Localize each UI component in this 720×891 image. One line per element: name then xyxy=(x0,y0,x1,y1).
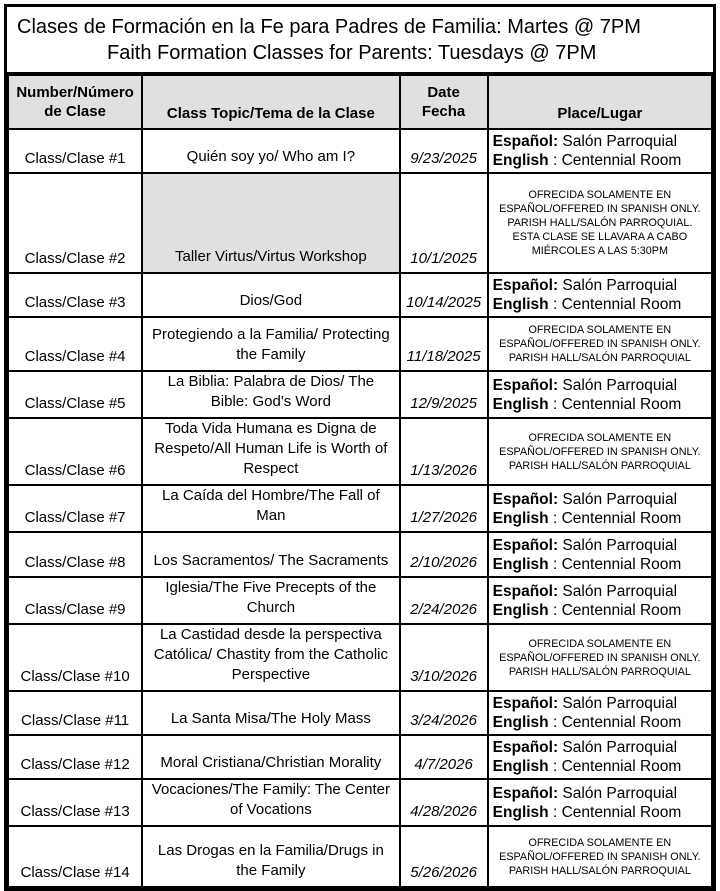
language-label: Español: xyxy=(492,536,559,554)
class-row xyxy=(8,371,712,418)
title-english: Faith Formation Classes for Parents: Tuesdays @ 7PM xyxy=(107,42,597,64)
room-name: Salón Parroquial xyxy=(558,376,678,394)
class-row xyxy=(8,129,712,173)
class-date: 2/10/2026 xyxy=(400,532,488,577)
class-row xyxy=(8,173,712,273)
language-label: Español: xyxy=(492,376,559,394)
schedule-table xyxy=(7,74,713,888)
room-name: : Centennial Room xyxy=(548,555,682,573)
class-topic: Quién soy yo/ Who am I? xyxy=(142,129,399,173)
place-line xyxy=(493,490,709,509)
class-number: Class/Clase #13 xyxy=(8,779,142,826)
class-date: 1/13/2026 xyxy=(400,418,488,485)
room-name: Salón Parroquial xyxy=(558,133,678,150)
language-label: English xyxy=(492,758,549,775)
room-name: Salón Parroquial xyxy=(558,536,678,554)
language-label: English xyxy=(492,803,549,821)
language-label: Español: xyxy=(492,133,559,150)
class-number: Class/Clase #1 xyxy=(8,129,142,173)
place-line xyxy=(493,713,709,732)
class-place xyxy=(488,371,712,418)
class-date: 3/10/2026 xyxy=(400,624,488,691)
class-number: Class/Clase #6 xyxy=(8,418,142,485)
place-line xyxy=(493,395,709,414)
class-row xyxy=(8,735,712,779)
room-name: : Centennial Room xyxy=(548,152,682,169)
place-line xyxy=(493,694,709,713)
class-place xyxy=(488,624,712,691)
room-name: Salón Parroquial xyxy=(558,739,678,756)
place-line xyxy=(493,151,709,170)
class-topic: Moral Cristiana/Christian Morality xyxy=(142,735,399,779)
room-name: : Centennial Room xyxy=(548,714,682,731)
class-row xyxy=(8,826,712,887)
place-line xyxy=(493,509,709,528)
class-topic: La Castidad desde la perspectiva Católica/ Chastity from the Catholic Perspective xyxy=(142,624,399,691)
header-number-line1: Number/Número xyxy=(16,84,134,101)
title-spanish: Clases de Formación en la Fe para Padres de Familia: Martes @ 7PM xyxy=(17,16,641,38)
language-label: English xyxy=(492,296,549,313)
class-number: Class/Clase #7 xyxy=(8,485,142,532)
header-place: Place/Lugar xyxy=(488,75,712,129)
place-line xyxy=(493,601,709,620)
place-line xyxy=(493,295,709,314)
class-date: 4/7/2026 xyxy=(400,735,488,779)
room-name: Salón Parroquial xyxy=(558,695,678,712)
class-place xyxy=(488,577,712,624)
place-line xyxy=(493,582,709,601)
spanish-only-note: OFRECIDA SOLAMENTE EN ESPAÑOL/OFFERED IN SPANISH ONLY. PARISH HALL/SALÓN PARROQUIAL xyxy=(499,637,701,678)
place-line xyxy=(493,536,709,555)
class-place xyxy=(488,129,712,173)
class-place xyxy=(488,273,712,317)
room-name: : Centennial Room xyxy=(548,509,682,527)
class-number: Class/Clase #8 xyxy=(8,532,142,577)
room-name: Salón Parroquial xyxy=(558,784,678,802)
language-label: English xyxy=(492,601,549,619)
class-schedule-sheet xyxy=(4,4,716,891)
class-number: Class/Clase #12 xyxy=(8,735,142,779)
class-topic: Protegiendo a la Familia/ Protecting the Family xyxy=(142,317,399,371)
language-label: Español: xyxy=(492,582,559,600)
place-line xyxy=(493,784,709,803)
class-number: Class/Clase #3 xyxy=(8,273,142,317)
class-topic: La Santa Misa/The Holy Mass xyxy=(142,691,399,735)
class-row xyxy=(8,691,712,735)
header-date-line1: Date xyxy=(427,84,460,101)
class-topic: Vocaciones/The Family: The Center of Vocations xyxy=(142,779,399,826)
class-place xyxy=(488,735,712,779)
class-place xyxy=(488,485,712,532)
class-topic: La Biblia: Palabra de Dios/ The Bible: God's Word xyxy=(142,371,399,418)
class-number: Class/Clase #9 xyxy=(8,577,142,624)
room-name: Salón Parroquial xyxy=(558,582,678,600)
class-row xyxy=(8,317,712,371)
room-name: Salón Parroquial xyxy=(558,490,678,508)
place-line xyxy=(493,132,709,151)
language-label: Español: xyxy=(492,277,559,294)
room-name: : Centennial Room xyxy=(548,803,682,821)
place-line xyxy=(493,803,709,822)
class-date: 5/26/2026 xyxy=(400,826,488,887)
class-topic: Taller Virtus/Virtus Workshop xyxy=(142,173,399,273)
language-label: English xyxy=(492,395,549,413)
language-label: English xyxy=(492,714,549,731)
class-row xyxy=(8,577,712,624)
class-row xyxy=(8,624,712,691)
class-number: Class/Clase #4 xyxy=(8,317,142,371)
room-name: : Centennial Room xyxy=(548,601,682,619)
class-place xyxy=(488,691,712,735)
class-topic: Las Drogas en la Familia/Drugs in the Family xyxy=(142,826,399,887)
header-date xyxy=(400,75,488,129)
class-number: Class/Clase #14 xyxy=(8,826,142,887)
class-row xyxy=(8,485,712,532)
class-row xyxy=(8,779,712,826)
language-label: Español: xyxy=(492,490,559,508)
place-line xyxy=(493,555,709,574)
header-row xyxy=(8,75,712,129)
header-number xyxy=(8,75,142,129)
class-date: 12/9/2025 xyxy=(400,371,488,418)
class-topic: La Caída del Hombre/The Fall of Man xyxy=(142,485,399,532)
language-label: English xyxy=(492,152,549,169)
place-line xyxy=(493,738,709,757)
place-line xyxy=(493,276,709,295)
class-place xyxy=(488,173,712,273)
title-block xyxy=(7,7,713,74)
language-label: Español: xyxy=(492,695,559,712)
class-topic: Los Sacramentos/ The Sacraments xyxy=(142,532,399,577)
class-row xyxy=(8,532,712,577)
class-date: 10/14/2025 xyxy=(400,273,488,317)
class-date: 9/23/2025 xyxy=(400,129,488,173)
room-name: Salón Parroquial xyxy=(558,277,678,294)
header-date-line2: Fecha xyxy=(421,103,466,120)
spanish-only-note: OFRECIDA SOLAMENTE EN ESPAÑOL/OFFERED IN SPANISH ONLY. PARISH HALL/SALÓN PARROQUIAL xyxy=(499,324,701,364)
class-place xyxy=(488,779,712,826)
spanish-only-note: OFRECIDA SOLAMENTE EN ESPAÑOL/OFFERED IN SPANISH ONLY. PARISH HALL/SALÓN PARROQUIAL xyxy=(499,836,701,877)
class-date: 1/27/2026 xyxy=(400,485,488,532)
spanish-only-note: OFRECIDA SOLAMENTE EN ESPAÑOL/OFFERED IN SPANISH ONLY. PARISH HALL/SALÓN PARROQUIAL. ESTA CLASE SE LLAVARA A CABO MIÉRCOLES A LAS 5:30PM xyxy=(499,189,701,257)
class-number: Class/Clase #5 xyxy=(8,371,142,418)
class-date: 11/18/2025 xyxy=(400,317,488,371)
language-label: English xyxy=(492,509,549,527)
class-date: 3/24/2026 xyxy=(400,691,488,735)
class-number: Class/Clase #11 xyxy=(8,691,142,735)
language-label: Español: xyxy=(492,784,559,802)
header-topic: Class Topic/Tema de la Clase xyxy=(142,75,399,129)
class-place xyxy=(488,532,712,577)
spanish-only-note: OFRECIDA SOLAMENTE EN ESPAÑOL/OFFERED IN SPANISH ONLY. PARISH HALL/SALÓN PARROQUIAL xyxy=(499,431,701,472)
class-row xyxy=(8,418,712,485)
class-date: 4/28/2026 xyxy=(400,779,488,826)
class-date: 2/24/2026 xyxy=(400,577,488,624)
class-topic: Toda Vida Humana es Digna de Respeto/All Human Life is Worth of Respect xyxy=(142,418,399,485)
language-label: English xyxy=(492,555,549,573)
language-label: Español: xyxy=(492,739,559,756)
class-topic: Iglesia/The Five Precepts of the Church xyxy=(142,577,399,624)
class-number: Class/Clase #2 xyxy=(8,173,142,273)
room-name: : Centennial Room xyxy=(548,395,682,413)
room-name: : Centennial Room xyxy=(548,758,682,775)
place-line xyxy=(493,376,709,395)
class-date: 10/1/2025 xyxy=(400,173,488,273)
room-name: : Centennial Room xyxy=(548,296,682,313)
class-topic: Dios/God xyxy=(142,273,399,317)
class-number: Class/Clase #10 xyxy=(8,624,142,691)
class-place xyxy=(488,317,712,371)
class-row xyxy=(8,273,712,317)
place-line xyxy=(493,757,709,776)
header-number-line2: de Clase xyxy=(44,103,106,120)
class-place xyxy=(488,826,712,887)
class-place xyxy=(488,418,712,485)
